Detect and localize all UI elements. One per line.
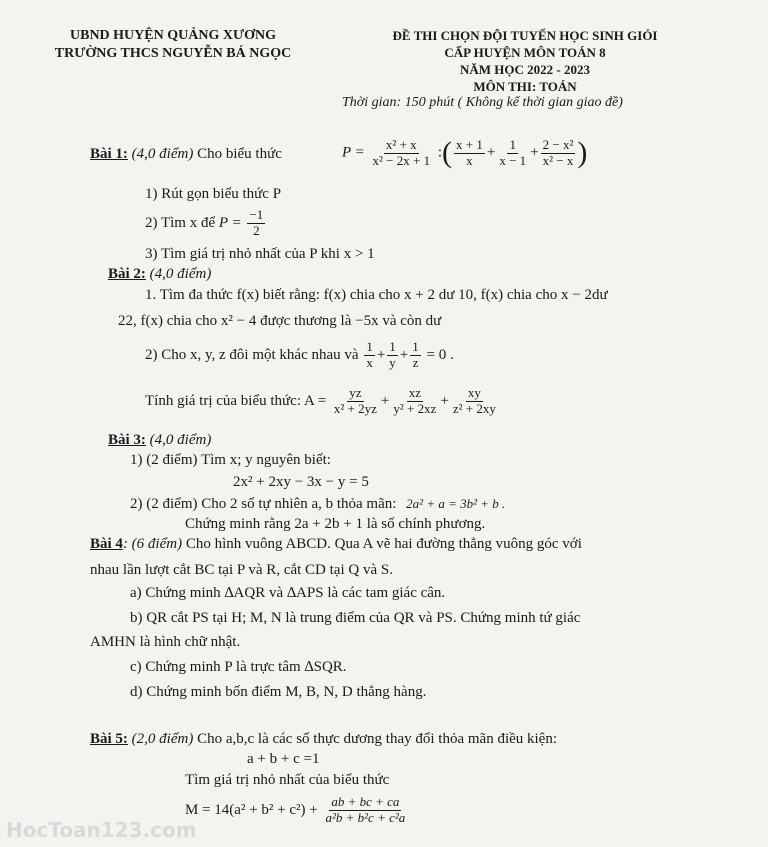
header-school-year: NĂM HỌC 2022 - 2023: [460, 62, 590, 77]
bai1-heading: Bài 1: (4,0 điểm) Cho biểu thức: [90, 146, 282, 162]
bai2-heading: Bài 2: (4,0 điểm): [108, 266, 212, 282]
fraction: $\frac{xy}{\text{z² + 2xy}}$: [452, 385, 496, 416]
bai1-question-3: 3) Tìm giá trị nhỏ nhất của P khi x > 1: [145, 246, 375, 262]
bai2-question-1-line1: 1. Tìm đa thức f(x) biết rằng: f(x) chia cho x + 2 dư 10, f(x) chia cho x − 2dư: [145, 287, 608, 303]
header-exam-level: CẤP HUYỆN MÔN TOÁN 8: [444, 45, 606, 60]
fraction: $\frac{-1}{2}$: [249, 207, 264, 238]
bai4-part-b: b) QR cắt PS tại H; M, N là trung điểm của QR và PS. Chứng minh tứ giác: [130, 610, 581, 626]
watermark: HocToan123.com: [6, 818, 197, 842]
bai5-condition: a + b + c =1: [247, 751, 320, 767]
header-time: Thời gian: 150 phút ( Không kể thời gian giao đề): [342, 95, 623, 110]
fraction: $\frac{1}{x - 1}$: [499, 136, 527, 168]
fraction: $\frac{ab + bc + ca}{\text{a²b + b²c + c²a}}$: [325, 794, 406, 825]
fraction: $\frac{\text{x² + x}}{\text{x² − 2x + 1}}$: [372, 136, 431, 168]
bai4-heading: Bài 4: (6 điểm) Cho hình vuông ABCD. Qua A vẽ hai đường thẳng vuông góc với: [90, 536, 582, 552]
bai3-question-1: 1) (2 điểm) Tìm x; y nguyên biết:: [130, 452, 331, 468]
bai3-question-1-equation: 2x² + 2xy − 3x − y = 5: [233, 474, 369, 490]
bai4-intro-line2: nhau lần lượt cắt BC tại P và R, cắt CD tại Q và S.: [90, 562, 393, 578]
bai2-question-2: 2) Cho x, y, z đôi một khác nhau và $\frac{1}{x}$ + $\frac{1}{y}$ + $\frac{1}{z}$ = 0 .: [145, 339, 454, 370]
header-subject: MÔN THI: TOÁN: [473, 79, 577, 94]
fraction: $\frac{1}{y}$: [389, 339, 396, 370]
bai2-question-2b: Tính giá trị của biểu thức: A = $\frac{yz}{\text{x² + 2yz}}$ + $\frac{xz}{\text{y² + 2xz}}$ + $\frac{xy}{\text{z² + 2xy}}$: [145, 385, 496, 416]
bai2-question-1-line2: 22, f(x) chia cho x² − 4 được thương là −5x và còn dư: [118, 313, 442, 329]
bai3-heading: Bài 3: (4,0 điểm): [108, 432, 212, 448]
fraction: $\frac{x + 1}{x}$: [456, 136, 483, 168]
fraction: $\frac{1}{x}$: [366, 339, 373, 370]
bai1-question-2: 2) Tìm x để P = $\frac{-1}{2}$: [145, 207, 264, 238]
bai1-expression: P = $\frac{\text{x² + x}}{\text{x² − 2x + 1}}$ :( $\frac{x + 1}{x}$ + $\frac{1}{x - 1}$ + $\frac{\text{2 − x²}}{\text{x² − x}}$ ): [342, 136, 588, 169]
bai5-expression: M = 14(a² + b² + c²) + $\frac{ab + bc + ca}{\text{a²b + b²c + c²a}}$: [185, 794, 406, 825]
bai4-part-d: d) Chứng minh bốn điểm M, B, N, D thẳng hàng.: [130, 684, 427, 700]
fraction: $\frac{xz}{\text{y² + 2xz}}$: [393, 385, 437, 416]
bai4-part-a: a) Chứng minh ∆AQR và ∆APS là các tam giác cân.: [130, 585, 446, 601]
header-district: UBND HUYỆN QUẢNG XƯƠNG: [70, 28, 276, 43]
bai3-question-2: 2) (2 điểm) Cho 2 số tự nhiên a, b thỏa mãn: 2a² + a = 3b² + b .: [130, 496, 506, 512]
bai5-heading: Bài 5: (2,0 điểm) Cho a,b,c là các số thực dương thay đổi thỏa mãn điều kiện:: [90, 731, 558, 747]
header-school: TRƯỜNG THCS NGUYỄN BÁ NGỌC: [54, 46, 292, 61]
bai3-question-2-line2: Chứng minh rằng 2a + 2b + 1 là số chính phương.: [185, 516, 486, 532]
header-exam-title: ĐỀ THI CHỌN ĐỘI TUYỂN HỌC SINH GIỎI: [392, 28, 658, 43]
fraction: $\frac{1}{z}$: [412, 339, 419, 370]
bai5-ask: Tìm giá trị nhỏ nhất của biểu thức: [185, 772, 390, 788]
bai1-question-1: 1) Rút gọn biểu thức P: [145, 186, 282, 202]
bai4-part-c: c) Chứng minh P là trực tâm ∆SQR.: [130, 659, 347, 675]
fraction: $\frac{\text{2 − x²}}{\text{x² − x}}$: [542, 136, 574, 168]
fraction: $\frac{yz}{\text{x² + 2yz}}$: [333, 385, 377, 416]
bai4-part-b-line2: AMHN là hình chữ nhật.: [90, 634, 241, 650]
